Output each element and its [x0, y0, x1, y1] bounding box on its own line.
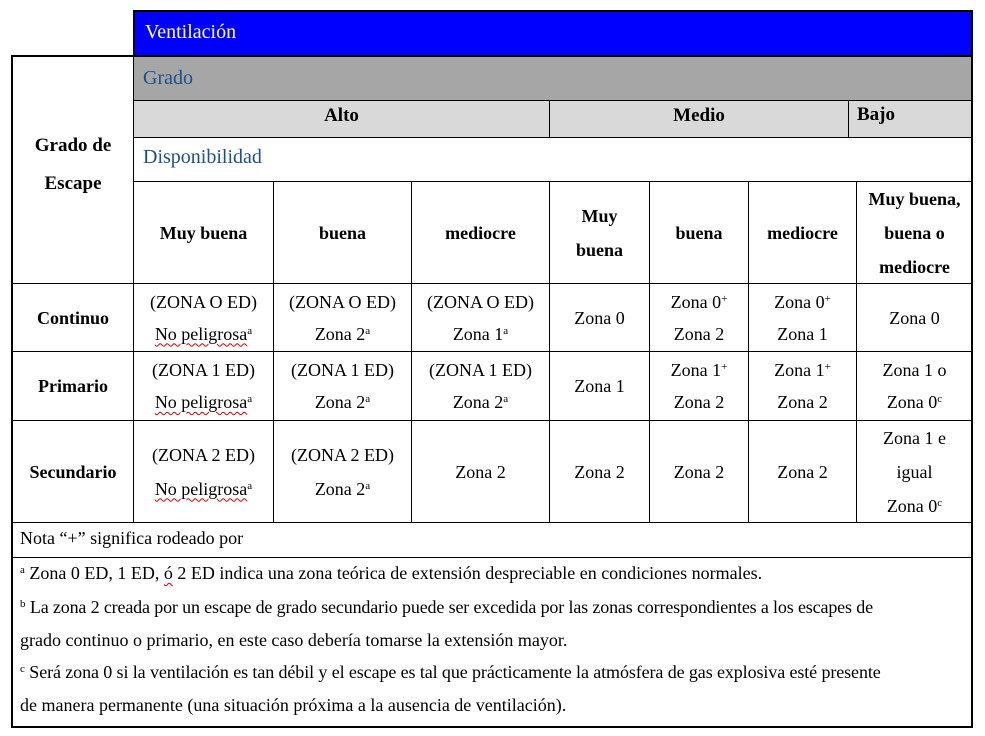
continuo-medio-buena: Zona 0+ Zona 2: [670, 291, 728, 344]
row-label-primario: Primario: [38, 376, 108, 396]
continuo-bajo: Zona 0: [889, 307, 940, 328]
grado-alto: Alto: [324, 105, 359, 126]
ventilacion-title: Ventilación: [145, 21, 237, 43]
ventilacion-border: [133, 10, 973, 57]
row-label-continuo: Continuo: [36, 307, 110, 328]
disponibilidad-label: Disponibilidad: [143, 146, 262, 168]
footnote-c: $^c$ Será zona 0 si la ventilación es tan débil y el escape es tal que prácticamente la atmósfera de gas explosiva esté presente de manera permanente (una situación próxima a la ausencia de ventilación).: [20, 662, 881, 715]
secundario-alto-mediocre: Zona 2: [455, 461, 506, 482]
footnote-b: $^b$ La zona 2 creada por un escape de grado secundario puede ser excedida por las zonas correspondientes a los escapes de grado continuo o primario, en este caso debería tomarse la extensión mayor.: [20, 597, 873, 650]
avail-alto-buena: buena: [318, 222, 367, 243]
avail-alto-mediocre: mediocre: [445, 222, 516, 243]
secundario-alto-muy-buena: (ZONA 2 ED) No peligrosa$^a$: [152, 444, 255, 499]
primario-medio-muy-buena: Zona 1: [574, 376, 625, 396]
avail-alto-muy-buena: Muy buena: [159, 222, 248, 243]
avail-medio-buena: buena: [675, 222, 723, 243]
primario-medio-mediocre: Zona 1+ Zona 2: [774, 360, 831, 412]
grado-label: Grado: [143, 67, 193, 89]
avail-medio-mediocre: mediocre: [767, 222, 838, 243]
secundario-medio-muy-buena: Zona 2: [574, 461, 625, 482]
grado-medio: Medio: [673, 105, 725, 126]
secundario-medio-buena: Zona 2: [673, 461, 725, 482]
primario-alto-buena: (ZONA 1 ED) Zona 2$^a$: [291, 360, 394, 412]
avail-medio-muy-buena: Muy buena: [575, 205, 624, 260]
secundario-bajo: Zona 1 e igual Zona 0$^c$: [883, 427, 946, 516]
secundario-alto-buena: (ZONA 2 ED) Zona 2$^a$: [291, 444, 394, 499]
primario-bajo: Zona 1 o Zona 0$^c$: [882, 360, 947, 412]
grado-bajo: Bajo: [857, 104, 895, 125]
secundario-medio-mediocre: Zona 2: [777, 461, 828, 482]
nota-text: Nota “+” significa rodeado por: [20, 528, 244, 548]
primario-alto-mediocre: (ZONA 1 ED) Zona 2$^a$: [429, 360, 532, 412]
continuo-alto-mediocre: (ZONA O ED) Zona 1$^a$: [427, 291, 534, 344]
avail-bajo-all: Muy buena, buena o mediocre: [868, 188, 961, 277]
continuo-alto-buena: (ZONA O ED) Zona 2$^a$: [289, 291, 396, 344]
primario-medio-buena: Zona 1+ Zona 2: [670, 360, 728, 412]
continuo-medio-muy-buena: Zona 0: [574, 307, 625, 328]
primario-alto-muy-buena: (ZONA 1 ED) No peligrosa$^a$: [152, 360, 255, 412]
continuo-medio-mediocre: Zona 0+ Zona 1: [774, 291, 831, 344]
grado-de-escape: Grado de Escape: [34, 135, 112, 194]
row-label-secundario: Secundario: [29, 461, 117, 482]
continuo-alto-muy-buena: (ZONA O ED) No peligrosa$^a$: [150, 291, 257, 344]
footnote-a: $^a$ Zona 0 ED, 1 ED, ó 2 ED indica una zona teórica de extensión despreciable en condiciones normales.: [20, 563, 763, 583]
